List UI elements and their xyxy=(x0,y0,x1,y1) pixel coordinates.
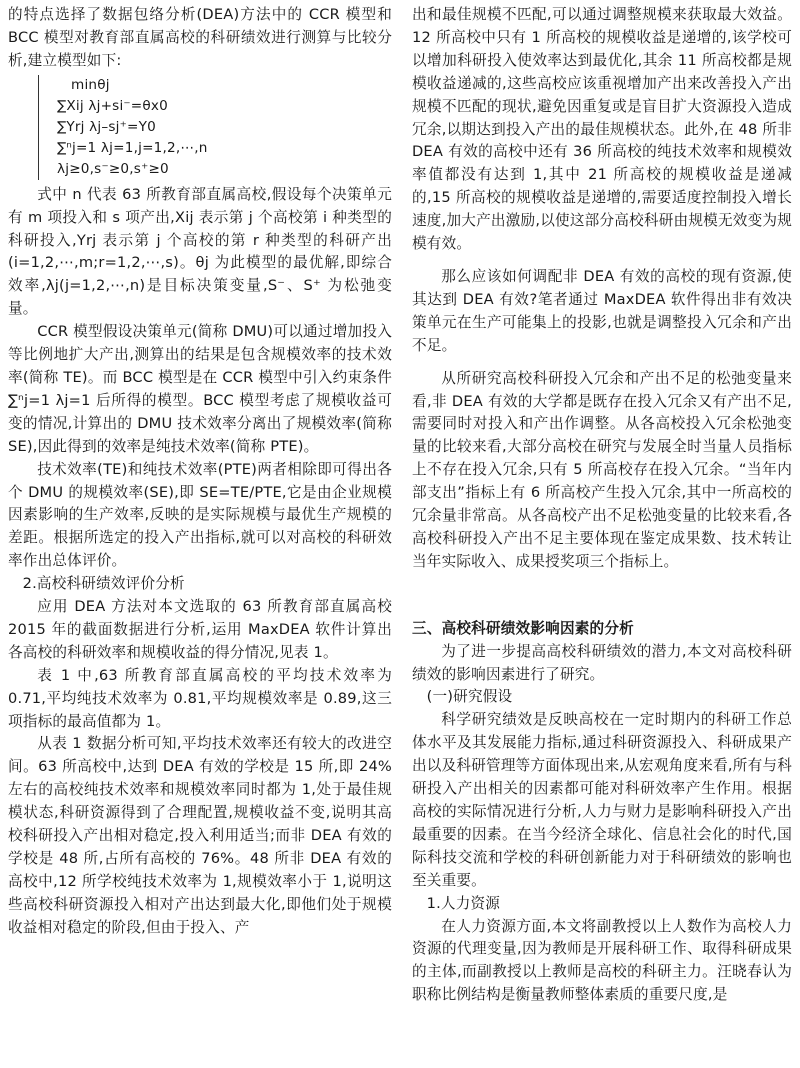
right-column xyxy=(412,4,792,1007)
equation-nonnegativity: λj≥0,s⁻≥0,s⁺≥0 xyxy=(57,160,169,177)
equation-objective: minθj xyxy=(71,76,110,93)
paragraph: 从表 1 数据分析可知,平均技术效率还有较大的改进空间。63 所高校中,达到 DEA 有效的学校是 15 所,即 24%左右的高校纯技术效率和规模效率同时都为 1,处于最佳规模状态,科研资源得到了合理配置,规模收益不变,说明其高校科研投入产出相对稳定,投入利用适当;而非 DEA 有效的学校是 48 所,占所有高校的 76%。48 所非 DEA 有效的高校中,12 所学校纯技术效率为 1,规模效率小于 1,说明这些高校科研资源投入相对产出达到最大化,即他们处于规模收益相对稳定的阶段,但由于投入、产 xyxy=(8,735,392,936)
paragraph: 为了进一步提高高校科研绩效的潜力,本文对高校科研绩效的影响因素进行了研究。 xyxy=(412,642,792,683)
paragraph: 应用 DEA 方法对本文选取的 63 所教育部直属高校 2015 年的截面数据进行分析,运用 MaxDEA 软件计算出各高校的科研效率和规模收益的得分情况,见表 1。 xyxy=(8,598,392,661)
subsection-heading: (一)研究假设 xyxy=(426,688,513,706)
paragraph: 的特点选择了数据包络分析(DEA)方法中的 CCR 模型和 BCC 模型对教育部直属高校的科研绩效进行测算与比较分析,建立模型如下: xyxy=(8,6,392,69)
paragraph: 在人力资源方面,本文将副教授以上人数作为高校人力资源的代理变量,因为教师是开展科研工作、取得科研成果的主体,而副教授以上教师是高校的科研主力。汪晓春认为职称比例结构是衡量教师整体素质的重要尺度,是 xyxy=(412,917,792,1004)
dea-model-equations xyxy=(38,75,392,180)
paragraph: CCR 模型假设决策单元(简称 DMU)可以通过增加投入等比例地扩大产出,测算出的结果是包含规模效率的技术效率(简称 TE)。而 BCC 模型是在 CCR 模型中引入约束条件 ∑ⁿj=1 λj=1 后所得的模型。BCC 模型考虑了规模收益可变的情况,计算出的 DMU 技术效率分离出了规模效率(简称 SE),因此得到的效率是纯技术效率(简称 PTE)。 xyxy=(8,323,392,455)
subsection-heading: 1.人力资源 xyxy=(426,894,501,912)
paragraph: 表 1 中,63 所教育部直属高校的平均技术效率为 0.71,平均纯技术效率为 0.81,平均规模效率是 0.89,这三项指标的最高值都为 1。 xyxy=(8,666,392,730)
subsection-heading: 2.高校科研绩效评价分析 xyxy=(22,575,185,593)
left-column xyxy=(8,4,392,940)
section-heading: 三、高校科研绩效影响因素的分析 xyxy=(412,619,634,637)
paragraph: 式中 n 代表 63 所教育部直属高校,假设每个决策单元有 m 项投入和 s 项产出,Xij 表示第 j 个高校第 i 种类型的科研投入,Yrj 表示第 j 个高校的第 r 种类型的科研产出(i=1,2,⋯,m;r=1,2,⋯,s)。θj 为此模型的最优解,即综合效率,λj(j=1,2,⋯,n)是目标决策变量,S⁻、S⁺ 为松弛变量。 xyxy=(8,185,392,318)
paragraph: 技术效率(TE)和纯技术效率(PTE)两者相除即可得出各个 DMU 的规模效率(SE),即 SE=TE/PTE,它是由企业规模因素影响的生产效率,反映的是实际规模与最优生产规模的差距。根据所选定的投入产出指标,就可以对高校的科研效率作出总体评价。 xyxy=(8,460,392,570)
paragraph: 那么应该如何调配非 DEA 有效的高校的现有资源,使其达到 DEA 有效?笔者通过 MaxDEA 软件得出非有效决策单元在生产可能集上的投影,也就是调整投入冗余和产出不足。 xyxy=(412,267,792,354)
equation-input-constraint: ∑Xij λj+si⁻=θx0 xyxy=(57,97,168,114)
paragraph: 出和最佳规模不匹配,可以通过调整规模来获取最大效益。12 所高校中只有 1 所高校的规模收益是递增的,该学校可以增加科研投入使效率达到最优化,其余 11 所高校都是规模收益递减的,这些高校应该重视增加产出来改善投入产出规模不匹配的现状,避免因重复或是盲目扩大资源投入造成冗余,以期达到投入产出的最佳规模状态。此外,在 48 所非 DEA 有效的高校中还有 36 所高校的纯技术效率和规模效率值都没有达到 1,其中 21 所高校的规模收益是递减的,15 所高校的规模收益是递增的,需要适度控制投入增长速度,加大产出激励,以使这部分高校科研由规模无效变为规模有效。 xyxy=(412,6,792,253)
equation-convexity-constraint: ∑ⁿj=1 λj=1,j=1,2,⋯,n xyxy=(57,139,208,156)
paragraph: 科学研究绩效是反映高校在一定时期内的科研工作总体水平及其发展能力指标,通过科研资源投入、科研成果产出以及科研管理等方面体现出来,从宏观角度来看,所有与科研投入产出相关的因素都可能对科研效率产生作用。根据高校的实际情况进行分析,人力与财力是影响科研投入产出最重要的因素。在当今经济全球化、信息社会化的时代,国际科技交流和学校的科研创新能力对于科研绩效的影响也至关重要。 xyxy=(412,711,792,889)
equation-output-constraint: ∑Yrj λj–sj⁺=Y0 xyxy=(57,118,156,135)
paragraph: 从所研究高校科研投入冗余和产出不足的松弛变量来看,非 DEA 有效的大学都是既存在投入冗余又有产出不足,需要同时对投入和产出作调整。从各高校投入冗余松弛变量的比较来看,大部分高校在研究与发展全时当量人员指标上不存在投入冗余,只有 5 所高校存在投入冗余。“当年内部支出”指标上有 6 所高校产生投入冗余,其中一所高校的冗余量非常高。从各高校产出不足松弛变量的比较来看,各高校科研投入产出不足主要体现在鉴定成果数、技术转让当年实际收入、成果授奖项三个指标上。 xyxy=(412,369,792,570)
